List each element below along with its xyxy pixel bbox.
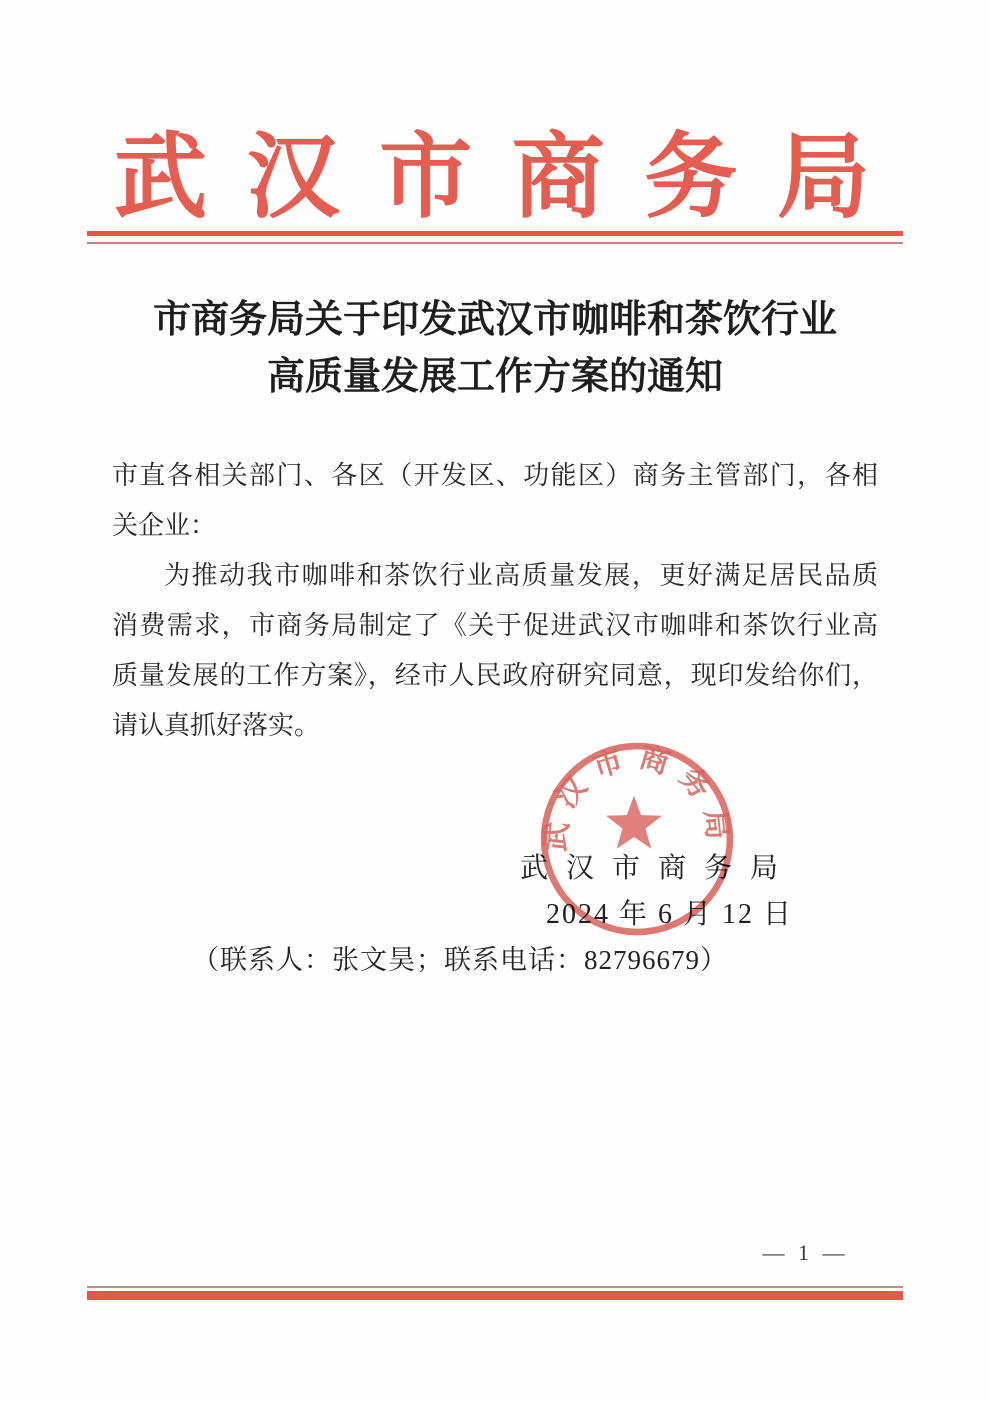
paragraph-line: 请认真抓好落实。: [112, 711, 321, 740]
letterhead-char: 市: [379, 126, 473, 230]
official-seal: [536, 738, 738, 940]
document-title: [0, 292, 990, 406]
paragraph-line: 为推动我市咖啡和茶饮行业高质量发展，更好满足居民品质: [164, 561, 878, 590]
header-rule-thin: [87, 242, 903, 244]
footer-rule-thick: [87, 1291, 903, 1300]
document-body: [112, 451, 878, 751]
seal-arc-text: 武汉市商务局: [539, 741, 735, 853]
paragraph-line: 消费需求，市商务局制定了《关于促进武汉市咖啡和茶饮行业高: [112, 611, 878, 640]
letterhead-char: 汉: [246, 126, 340, 230]
contact-info: （联系人：张文昊；联系电话：82796679）: [192, 945, 728, 975]
header-rule-thick: [87, 231, 903, 236]
document-date: 2024 年 6 月 12 日: [546, 899, 794, 930]
letterhead-char: 武: [114, 126, 207, 230]
footer-rule-thin: [87, 1286, 903, 1288]
signature-agency-name: 武汉市商务局: [520, 853, 797, 884]
letterhead-char: 商: [511, 126, 605, 230]
salutation-line: 关企业：: [112, 511, 217, 540]
paragraph-line: 质量发展的工作方案》，经市人民政府研究同意，现印发给你们，: [112, 661, 878, 690]
letterhead-char: 务: [644, 126, 738, 230]
document-title-line2: 高质量发展工作方案的通知: [266, 356, 723, 398]
document-title-line1: 市商务局关于印发武汉市咖啡和茶饮行业: [152, 299, 837, 341]
salutation-line: 市直各相关部门、各区（开发区、功能区）商务主管部门，各相: [112, 461, 878, 490]
seal-star-icon: [606, 796, 662, 849]
page-number: — 1 —: [762, 1240, 849, 1265]
letterhead-agency-title: [114, 124, 870, 232]
letterhead-char: 局: [776, 126, 870, 230]
